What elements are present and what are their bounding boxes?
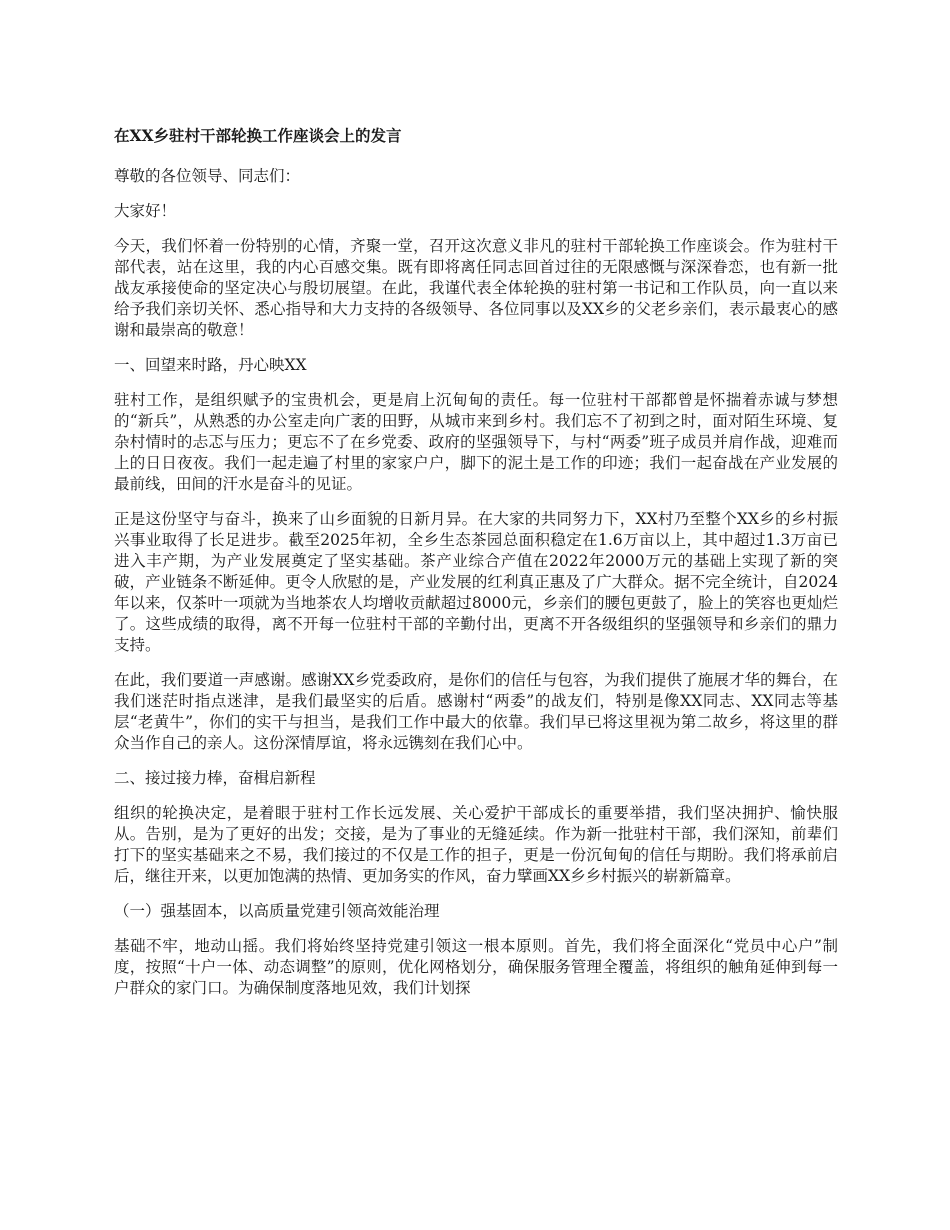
document-title: 在XX乡驻村干部轮换工作座谈会上的发言 (114, 126, 402, 145)
section-1-paragraph-2: 正是这份坚守与奋斗，换来了山乡面貌的日新月异。在大家的共同努力下，XX村乃至整个XX乡的乡村振兴事业取得了长足进步。截至2025年初，全乡生态茶园总面积稳定在1.6万亩以上，其中超过1.3万亩已进入丰产期，为产业发展奠定了坚实基础。茶产业综合产值在2022年2000万元的基础上实现了新的突破，产业链条不断延伸。更令人欣慰的是，产业发展的红利真正惠及了广大群众。据不完全统计，自2024年以来，仅茶叶一项就为当地茶农人均增收贡献超过8000元，乡亲们的腰包更鼓了，脸上的笑容也更灿烂了。这些成绩的取得，离不开每一位驻村干部的辛勤付出，更离不开各级组织的坚强领导和乡亲们的鼎力支持。 (114, 510, 838, 654)
intro-paragraph: 今天，我们怀着一份特别的心情，齐聚一堂，召开这次意义非凡的驻村干部轮换工作座谈会。作为驻村干部代表，站在这里，我的内心百感交集。既有即将离任同志回首过往的无限感慨与深深眷恋，也有新一批战友承接使命的坚定决心与殷切展望。在此，我谨代表全体轮换的驻村第一书记和工作队员，向一直以来给予我们亲切关怀、悉心指导和大力支持的各级领导、各位同事以及XX乡的父老乡亲们，表示最衷心的感谢和最崇高的敬意！ (114, 237, 838, 339)
section-2-heading: 二、接过接力棒，奋楫启新程 (114, 769, 316, 787)
section-1-paragraph-1: 驻村工作，是组织赋予的宝贵机会，更是肩上沉甸甸的责任。每一位驻村干部都曾是怀揣着赤诚与梦想的“新兵”，从熟悉的办公室走向广袤的田野，从城市来到乡村。我们忘不了初到之时，面对陌生环境、复杂村情时的忐忑与压力；更忘不了在乡党委、政府的坚强领导下，与村“两委”班子成员并肩作战，迎难而上的日日夜夜。我们一起走遍了村里的家家户户，脚下的泥土是工作的印迹；我们一起奋战在产业发展的最前线，田间的汗水是奋斗的见证。 (114, 391, 838, 493)
greeting: 大家好！ (114, 202, 177, 220)
section-2-paragraph-1: 组织的轮换决定，是着眼于驻村工作长远发展、关心爱护干部成长的重要举措，我们坚决拥护、愉快服从。告别，是为了更好的出发；交接，是为了事业的无缝延续。作为新一批驻村干部，我们深知，前辈们打下的坚实基础来之不易，我们接过的不仅是工作的担子，更是一份沉甸甸的信任与期盼。我们将承前启后，继往开来，以更加饱满的热情、更加务实的作风，奋力擘画XX乡乡村振兴的崭新篇章。 (114, 804, 838, 885)
subsection-1-heading: （一）强基固本，以高质量党建引领高效能治理 (114, 902, 440, 920)
salutation: 尊敬的各位领导、同志们： (114, 167, 301, 185)
section-1-heading: 一、回望来时路，丹心映XX (114, 356, 307, 374)
section-1-paragraph-3: 在此，我们要道一声感谢。感谢XX乡党委政府，是你们的信任与包容，为我们提供了施展才华的舞台，在我们迷茫时指点迷津，是我们最坚实的后盾。感谢村“两委”的战友们，特别是像XX同志、XX同志等基层“老黄牛”，你们的实干与担当，是我们工作中最大的依靠。我们早已将这里视为第二故乡，将这里的群众当作自己的亲人。这份深情厚谊，将永远镌刻在我们心中。 (114, 671, 838, 752)
subsection-1-paragraph-1: 基础不牢，地动山摇。我们将始终坚持党建引领这一根本原则。首先，我们将全面深化“党员中心户”制度，按照“十户一体、动态调整”的原则，优化网格划分，确保服务管理全覆盖，将组织的触角延伸到每一户群众的家门口。为确保制度落地见效，我们计划探 (114, 937, 838, 997)
document-page (114, 124, 838, 1013)
